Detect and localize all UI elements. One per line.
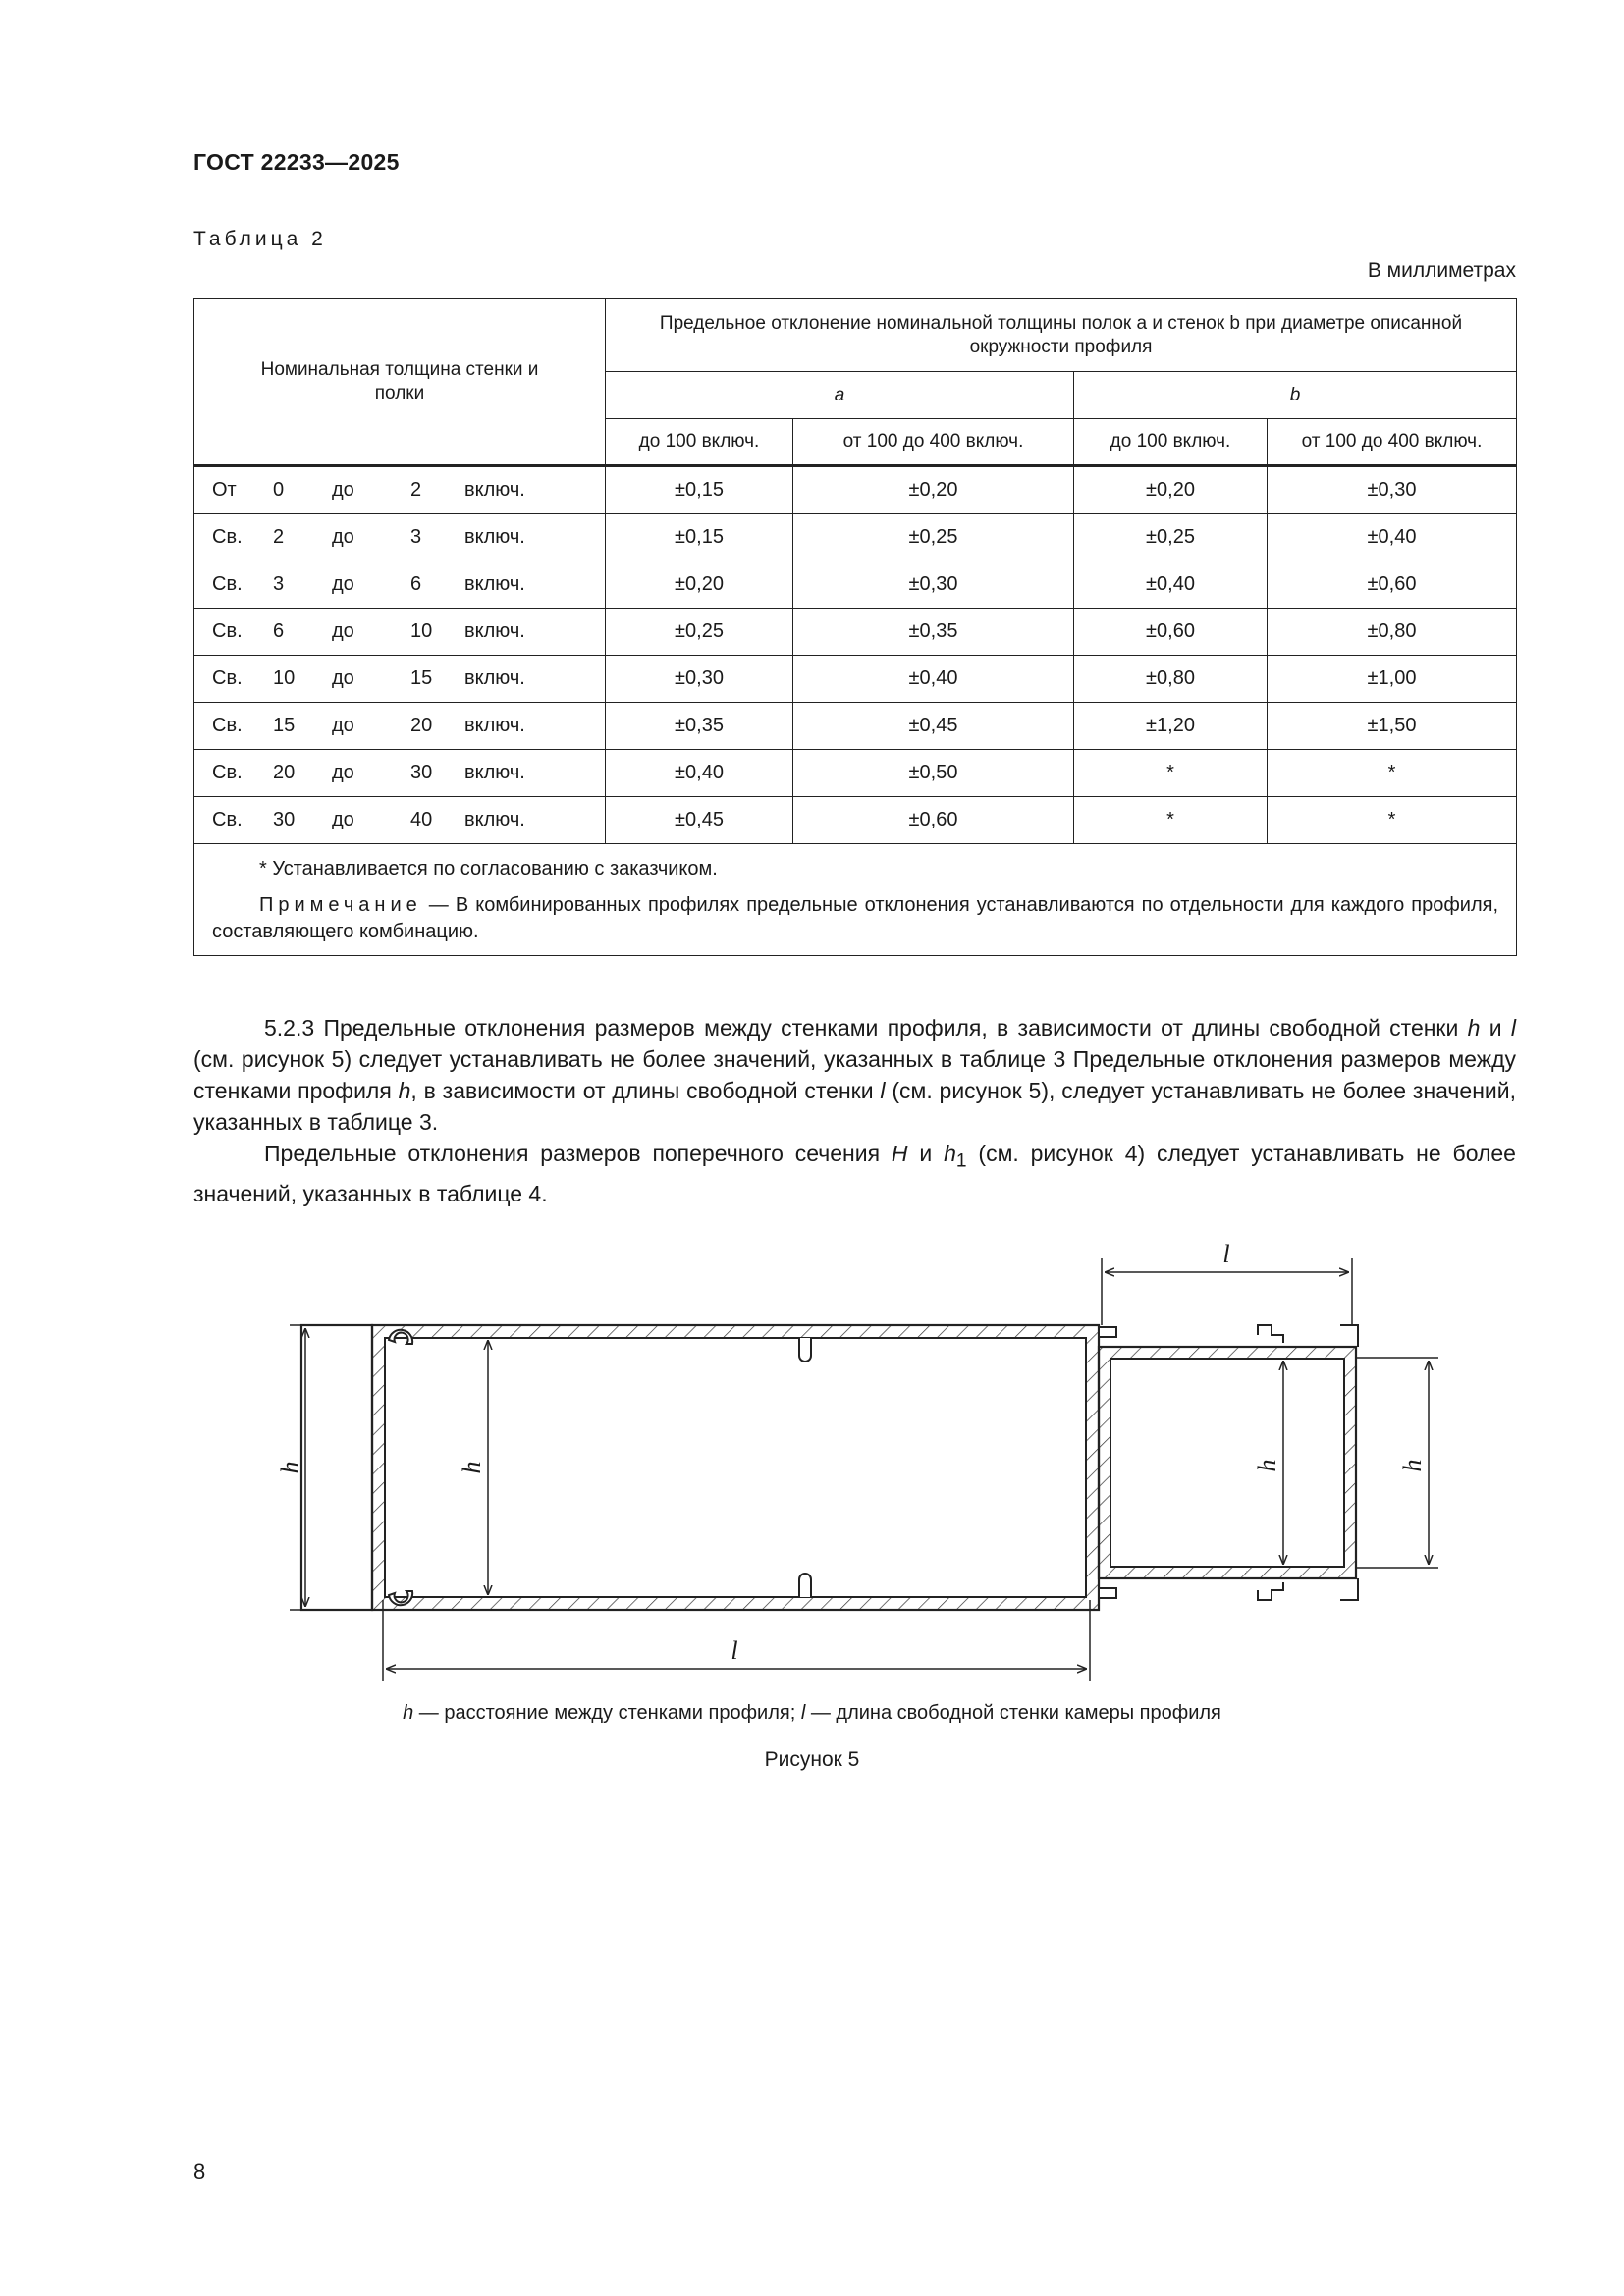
inclusive-word: включ. — [464, 620, 525, 642]
value-a1: ±0,25 — [606, 609, 793, 656]
value-b1: ±0,60 — [1074, 609, 1268, 656]
from-value: 0 — [273, 479, 285, 501]
note-text: — В комбинированных профилях предельные отклонения устанавливаются по отдельности для каждого профиля, составляющего комбинацию. — [212, 894, 1499, 942]
header-group-text: Предельное отклонение номинальной толщины полок a и стенок b при диаметре описанной окружности профиля — [659, 312, 1463, 357]
symbol-h: h — [403, 1702, 414, 1724]
table-row — [194, 797, 1517, 844]
prefix: Св. — [212, 526, 243, 548]
symbol-l: l — [800, 1702, 806, 1724]
value-a2: ±0,20 — [793, 466, 1074, 514]
paragraph-cross-section — [193, 1138, 1516, 1209]
figure-legend — [0, 1702, 1624, 1725]
text-run: Предельные отклонения размеров поперечного сечения — [264, 1141, 892, 1166]
prefix: Св. — [212, 667, 243, 689]
table-row — [194, 656, 1517, 703]
label-l-small: l — [1222, 1240, 1230, 1268]
inclusive-word: включ. — [464, 479, 525, 501]
to-word: до — [332, 526, 354, 548]
left-profile — [301, 1325, 1099, 1610]
value-a1: ±0,15 — [606, 466, 793, 514]
value-a1: ±0,20 — [606, 561, 793, 609]
main-chamber-inner — [385, 1338, 1086, 1597]
to-word: до — [332, 479, 354, 501]
table-caption: Таблица 2 — [193, 228, 327, 250]
from-value: 15 — [273, 715, 296, 736]
to-value: 30 — [410, 762, 433, 783]
value-b2: ±0,40 — [1268, 514, 1517, 561]
value-a2: ±0,35 — [793, 609, 1074, 656]
note-paragraph — [212, 892, 1498, 945]
legend-text: — длина свободной стенки камеры профиля — [805, 1702, 1221, 1724]
thickness-cell — [194, 797, 606, 844]
to-word: до — [332, 762, 354, 783]
text-run: 5.2.3 Предельные отклонения размеров между стенками профиля, в зависимости от длины свободной стенки — [264, 1015, 1468, 1041]
top-lug-right — [1340, 1325, 1358, 1347]
figure-title: Рисунок 5 — [764, 1748, 860, 1771]
legend-text: — расстояние между стенками профиля; — [413, 1702, 801, 1724]
value-a1: ±0,35 — [606, 703, 793, 750]
tolerance-table — [193, 298, 1517, 956]
text-run: , в зависимости от длины свободной стенки — [410, 1078, 881, 1103]
value-a1: ±0,45 — [606, 797, 793, 844]
value-a2: ±0,45 — [793, 703, 1074, 750]
table-row — [194, 609, 1517, 656]
table-footnote — [194, 844, 1517, 956]
prefix: Св. — [212, 715, 243, 736]
text-run: (см. рисунок 5), следует устанавливать не более значений, указанных в таблице 3. — [193, 1078, 1516, 1135]
text-run: (см. рисунок 4) следует устанавливать не более значений, указанных в таблице 4. — [193, 1141, 1516, 1206]
bottom-groove — [799, 1574, 811, 1597]
from-value: 30 — [273, 809, 296, 830]
value-b1: ±0,25 — [1074, 514, 1268, 561]
prefix: Св. — [212, 762, 243, 783]
body-text — [193, 1012, 1516, 1209]
value-b2: ±1,00 — [1268, 656, 1517, 703]
from-value: 10 — [273, 667, 296, 689]
from-value: 20 — [273, 762, 296, 783]
top-lug-left — [1099, 1327, 1116, 1337]
prefix: Св. — [212, 809, 243, 830]
symbol-H: H — [891, 1141, 908, 1166]
value-a2: ±0,40 — [793, 656, 1074, 703]
value-a1: ±0,40 — [606, 750, 793, 797]
thickness-cell — [194, 703, 606, 750]
table-units: В миллиметрах — [1367, 259, 1516, 282]
page-number: 8 — [193, 2160, 206, 2184]
header-sub-b: b — [1074, 372, 1517, 419]
header-range-a2: от 100 до 400 включ. — [793, 419, 1074, 466]
value-a2: ±0,60 — [793, 797, 1074, 844]
to-word: до — [332, 667, 354, 689]
header-thickness — [194, 299, 606, 466]
to-value: 6 — [410, 573, 422, 595]
label-h-left: h — [276, 1461, 304, 1474]
value-b2: ±1,50 — [1268, 703, 1517, 750]
thickness-cell — [194, 466, 606, 514]
table-row — [194, 703, 1517, 750]
value-b1: ±0,40 — [1074, 561, 1268, 609]
thickness-cell — [194, 561, 606, 609]
to-value: 15 — [410, 667, 433, 689]
prefix: Св. — [212, 620, 243, 642]
small-chamber-inner — [1110, 1359, 1344, 1567]
bottom-lug-left — [1099, 1588, 1116, 1598]
value-b1: * — [1074, 797, 1268, 844]
text-run: и — [1480, 1015, 1511, 1041]
value-a2: ±0,25 — [793, 514, 1074, 561]
value-b2: ±0,30 — [1268, 466, 1517, 514]
inclusive-word: включ. — [464, 573, 525, 595]
value-b1: ±1,20 — [1074, 703, 1268, 750]
from-value: 6 — [273, 620, 285, 642]
value-a2: ±0,50 — [793, 750, 1074, 797]
value-b2: * — [1268, 750, 1517, 797]
value-b1: ±0,20 — [1074, 466, 1268, 514]
to-word: до — [332, 573, 354, 595]
header-group — [606, 299, 1517, 372]
inclusive-word: включ. — [464, 526, 525, 548]
thickness-cell — [194, 514, 606, 561]
header-range-a1: до 100 включ. — [606, 419, 793, 466]
footnote-text: * Устанавливается по согласованию с заказчиком. — [259, 858, 718, 880]
thickness-cell — [194, 609, 606, 656]
symbol-l: l — [880, 1078, 886, 1103]
thickness-cell — [194, 656, 606, 703]
table-row — [194, 561, 1517, 609]
label-h-small-inner: h — [1253, 1459, 1281, 1472]
paragraph-5-2-3 — [193, 1012, 1516, 1138]
inclusive-word: включ. — [464, 809, 525, 830]
inclusive-word: включ. — [464, 667, 525, 689]
value-b1: ±0,80 — [1074, 656, 1268, 703]
note-label: Примечание — [259, 894, 422, 916]
from-value: 2 — [273, 526, 285, 548]
table-row — [194, 750, 1517, 797]
right-profile — [1099, 1325, 1358, 1600]
from-value: 3 — [273, 573, 285, 595]
top-lug-mid — [1258, 1325, 1283, 1343]
value-b2: * — [1268, 797, 1517, 844]
header-sub-a: a — [606, 372, 1074, 419]
table-row — [194, 514, 1517, 561]
subscript-1: 1 — [955, 1150, 967, 1172]
symbol-l: l — [1510, 1015, 1516, 1041]
to-value: 20 — [410, 715, 433, 736]
text-run: (см. рисунок 5) следует устанавливать не более значений, указанных в таблице 3 Предельные отклонения размеров между стенками профиля — [193, 1046, 1516, 1103]
value-a1: ±0,30 — [606, 656, 793, 703]
header-range-b2: от 100 до 400 включ. — [1268, 419, 1517, 466]
header-range-b1: до 100 включ. — [1074, 419, 1268, 466]
symbol-h1: h — [944, 1141, 956, 1166]
label-h-small-outer: h — [1398, 1459, 1427, 1472]
prefix: Св. — [212, 573, 243, 595]
to-value: 2 — [410, 479, 422, 501]
top-groove — [799, 1338, 811, 1362]
profile-drawing — [0, 1217, 1624, 1688]
table-footnote-row — [194, 844, 1517, 956]
header-thickness-text: Номинальная толщина стенки и полки — [260, 359, 539, 403]
label-h-inner: h — [458, 1461, 486, 1474]
table-row — [194, 466, 1517, 514]
thickness-cell — [194, 750, 606, 797]
text-run: и — [907, 1141, 945, 1166]
inclusive-word: включ. — [464, 715, 525, 736]
inclusive-word: включ. — [464, 762, 525, 783]
to-value: 3 — [410, 526, 422, 548]
symbol-h: h — [1467, 1015, 1481, 1041]
value-a1: ±0,15 — [606, 514, 793, 561]
symbol-h: h — [398, 1078, 411, 1103]
value-a2: ±0,30 — [793, 561, 1074, 609]
label-l-main: l — [731, 1636, 738, 1665]
bottom-lug-mid — [1258, 1582, 1283, 1600]
to-value: 10 — [410, 620, 433, 642]
value-b2: ±0,80 — [1268, 609, 1517, 656]
to-word: до — [332, 715, 354, 736]
left-end-plate — [301, 1325, 372, 1610]
document-header: ГОСТ 22233—2025 — [193, 149, 400, 175]
value-b2: ±0,60 — [1268, 561, 1517, 609]
to-value: 40 — [410, 809, 433, 830]
to-word: до — [332, 809, 354, 830]
prefix: От — [212, 479, 237, 501]
to-word: до — [332, 620, 354, 642]
value-b1: * — [1074, 750, 1268, 797]
bottom-lug-right — [1340, 1578, 1358, 1600]
